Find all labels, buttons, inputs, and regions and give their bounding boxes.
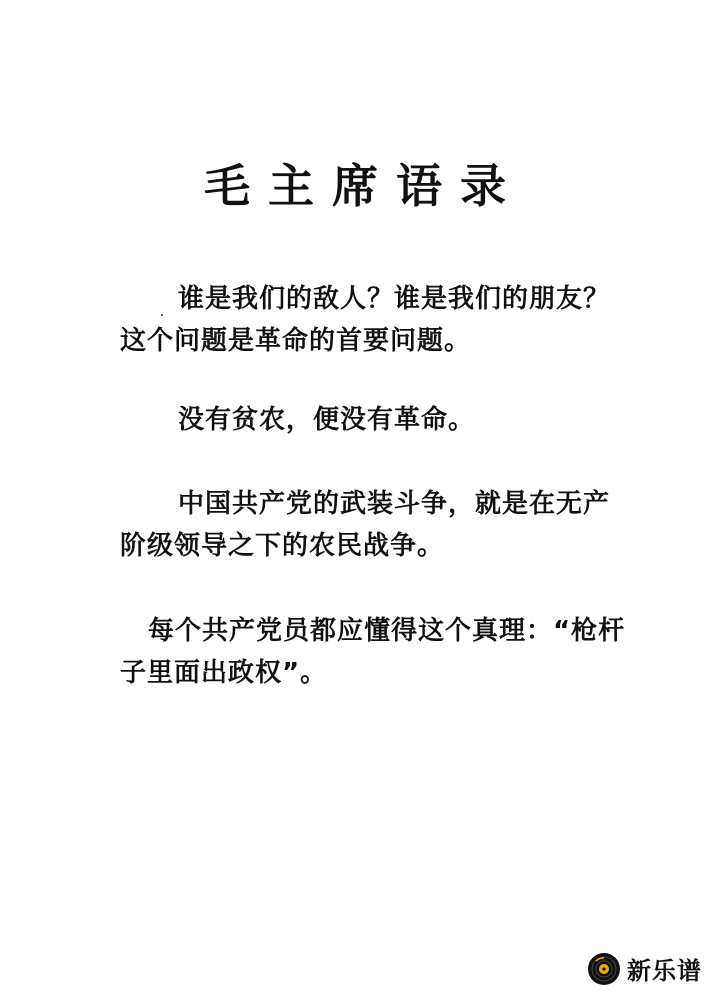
quote-4: 每个共产党员都应懂得这个真理：“枪杆子里面出政权”。 [120, 616, 626, 688]
vinyl-record-icon [587, 952, 621, 986]
quote-3: 中国共产党的武装斗争，就是在无产阶级领导之下的农民战争。 [120, 489, 611, 561]
page-title: 毛主席语录 [204, 159, 524, 213]
quote-1: 谁是我们的敌人？谁是我们的朋友？这个问题是革命的首要问题。 [120, 284, 611, 356]
site-watermark [587, 951, 702, 986]
watermark-text: 新乐谱 [627, 957, 702, 985]
quote-2: 没有贫农，便没有革命。 [178, 405, 476, 435]
